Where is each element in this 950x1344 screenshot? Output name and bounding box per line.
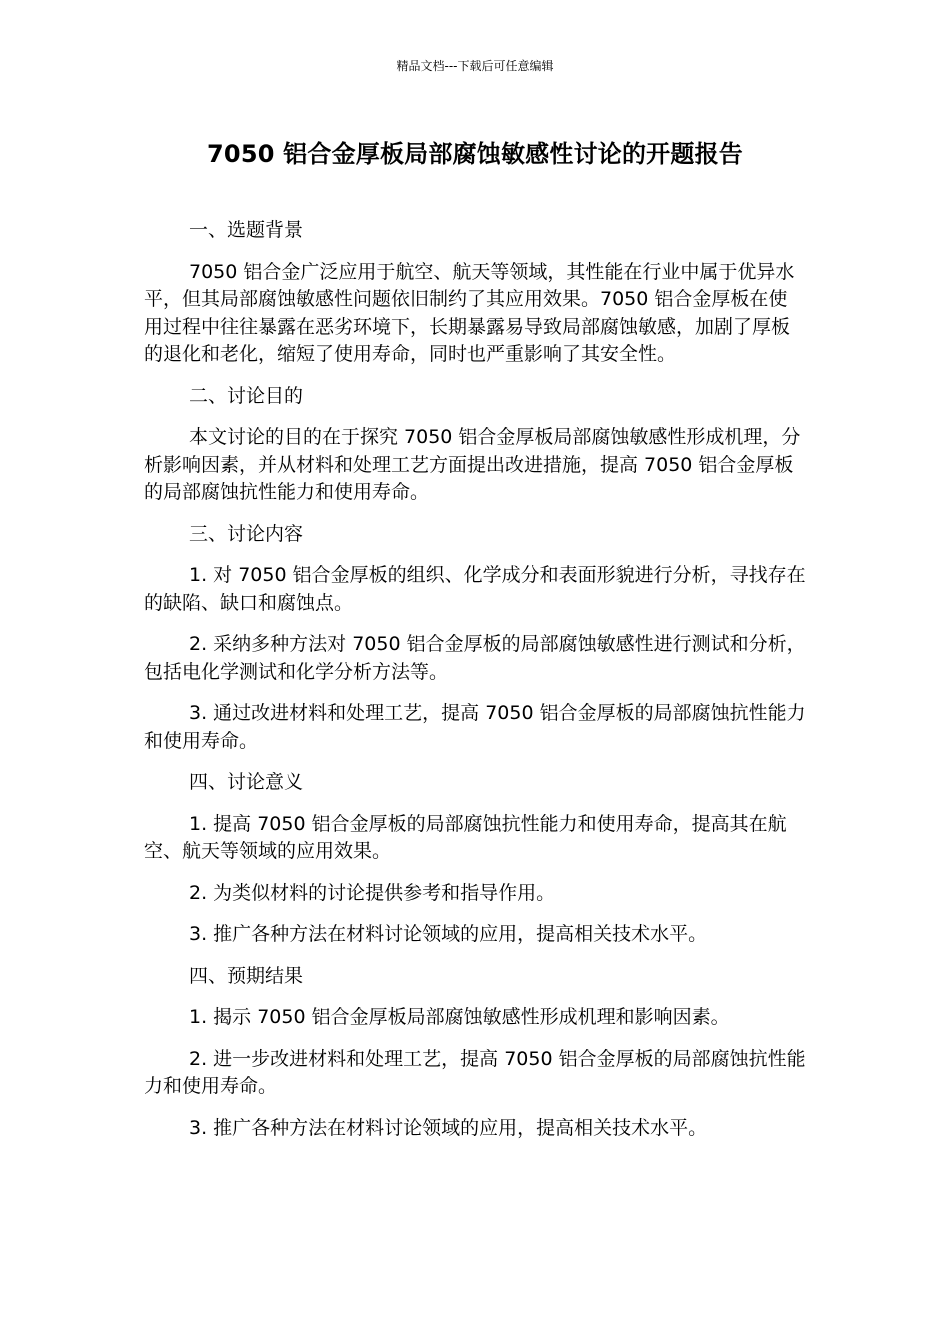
- list-item: 2. 为类似材料的讨论提供参考和指导作用。: [189, 881, 556, 904]
- section-significance: [144, 769, 806, 949]
- section-heading: 四、讨论意义: [189, 771, 304, 793]
- section-background: [144, 217, 806, 369]
- section-expected-results: [144, 963, 806, 1143]
- list-item: 1. 对 7050 铝合金厚板的组织、化学成分和表面形貌进行分析，寻找存在的缺陷、缺口和腐蚀点。: [144, 564, 806, 614]
- document-title: 7050 铝合金厚板局部腐蚀敏感性讨论的开题报告: [207, 140, 743, 168]
- body-paragraph: 7050 铝合金广泛应用于航空、航天等领域，其性能在行业中属于优异水平，但其局部腐蚀敏感性问题依旧制约了其应用效果。7050 铝合金厚板在使用过程中往往暴露在恶劣环境下，长期暴露易导致局部腐蚀敏感，加剧了厚板的退化和老化，缩短了使用寿命，同时也严重影响了其安全性。: [144, 260, 795, 365]
- list-item: 1. 提高 7050 铝合金厚板的局部腐蚀抗性能力和使用寿命，提高其在航空、航天等领域的应用效果。: [144, 812, 787, 862]
- section-content: [144, 521, 806, 756]
- list-item: 3. 通过改进材料和处理工艺，提高 7050 铝合金厚板的局部腐蚀抗性能力和使用寿命。: [144, 702, 806, 752]
- body-paragraph: 本文讨论的目的在于探究 7050 铝合金厚板局部腐蚀敏感性形成机理，分析影响因素，并从材料和处理工艺方面提出改进措施，提高 7050 铝合金厚板的局部腐蚀抗性能力和使用寿命。: [144, 426, 801, 503]
- section-heading: 三、讨论内容: [189, 522, 304, 545]
- list-item: 2. 采纳多种方法对 7050 铝合金厚板的局部腐蚀敏感性进行测试和分析，包括电化学测试和化学分析方法等。: [144, 633, 806, 683]
- list-item: 2. 进一步改进材料和处理工艺，提高 7050 铝合金厚板的局部腐蚀抗性能力和使用寿命。: [144, 1047, 806, 1097]
- section-heading: 一、选题背景: [189, 219, 304, 241]
- list-item: 3. 推广各种方法在材料讨论领域的应用，提高相关技术水平。: [189, 1116, 708, 1139]
- list-item: 3. 推广各种方法在材料讨论领域的应用，提高相关技术水平。: [189, 923, 708, 945]
- section-purpose: [144, 383, 806, 507]
- page-header-watermark: 精品文档---下载后可任意编辑: [396, 59, 554, 73]
- document-body: [144, 217, 806, 1156]
- section-heading: 二、讨论目的: [189, 384, 304, 407]
- list-item: 1. 揭示 7050 铝合金厚板局部腐蚀敏感性形成机理和影响因素。: [189, 1006, 730, 1028]
- section-heading: 四、预期结果: [189, 964, 304, 987]
